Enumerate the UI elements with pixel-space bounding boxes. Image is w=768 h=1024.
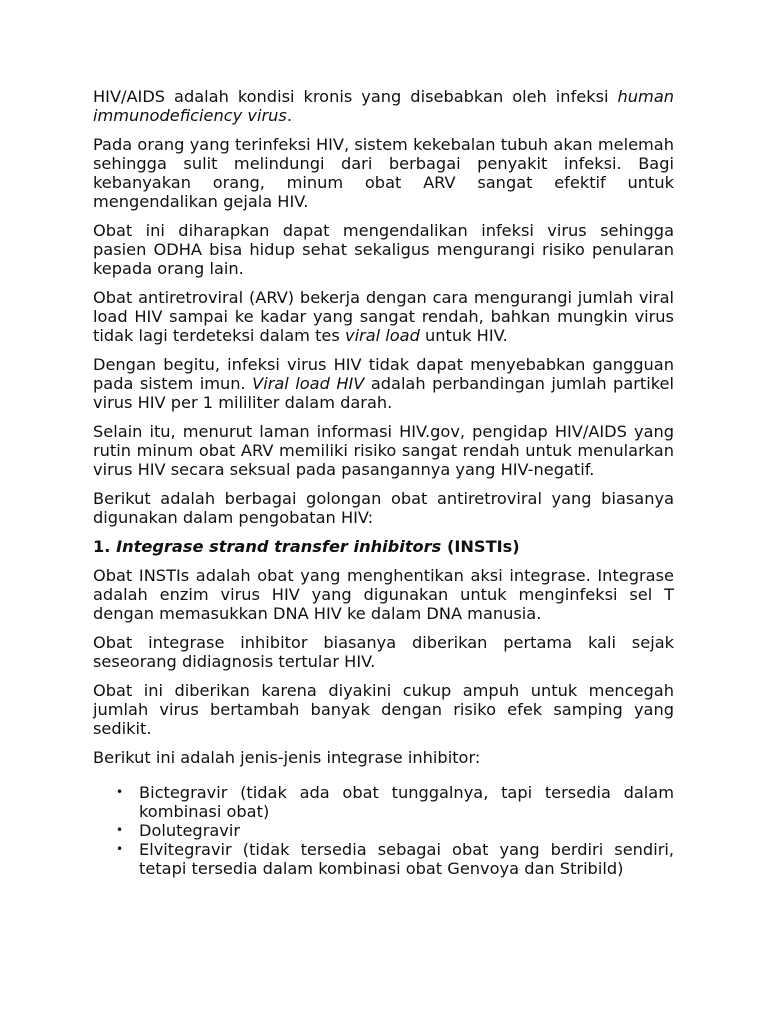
list-item bbox=[116, 783, 674, 821]
paragraph-integrase-first: Obat integrase inhibitor biasanya diberikan pertama kali sejak seseorang didiagnosis tertular HIV. bbox=[93, 633, 674, 671]
list-item bbox=[116, 821, 674, 840]
paragraph-odha: Obat ini diharapkan dapat mengendalikan infeksi virus sehingga pasien ODHA bisa hidup sehat sekaligus mengurangi risiko penularan kepada orang lain. bbox=[93, 221, 674, 278]
paragraph-intro bbox=[93, 87, 674, 125]
paragraph-effective: Obat ini diberikan karena diyakini cukup ampuh untuk mencegah jumlah virus bertambah banyak dengan risiko efek samping yang sedikit. bbox=[93, 681, 674, 738]
paragraph-viral-load bbox=[93, 355, 674, 412]
paragraph-classes-intro: Berikut adalah berbagai golongan obat antiretroviral yang biasanya digunakan dalam pengobatan HIV: bbox=[93, 489, 674, 527]
paragraph-text: Obat antiretroviral (ARV) bekerja dengan cara mengurangi jumlah viral load HIV sampai ke kadar yang sangat rendah, bahkan mungkin virus tidak lagi terdeteksi dalam tes bbox=[93, 288, 674, 345]
section-heading-instis bbox=[93, 537, 674, 556]
integrase-inhibitor-list bbox=[93, 783, 674, 878]
list-item-text: Bictegravir (tidak ada obat tunggalnya, tapi tersedia dalam kombinasi obat) bbox=[139, 783, 674, 821]
heading-number: 1. bbox=[93, 537, 117, 556]
paragraph-instis-definition: Obat INSTIs adalah obat yang menghentikan aksi integrase. Integrase adalah enzim virus HIV yang digunakan untuk menginfeksi sel T dengan memasukkan DNA HIV ke dalam DNA manusia. bbox=[93, 566, 674, 623]
paragraph-text: Dengan begitu, infeksi virus HIV tidak dapat menyebabkan gangguan pada sistem imun. bbox=[93, 355, 674, 393]
document-body bbox=[93, 87, 674, 878]
emphasis-text: viral load bbox=[344, 326, 420, 345]
paragraph-hiv-gov: Selain itu, menurut laman informasi HIV.gov, pengidap HIV/AIDS yang rutin minum obat ARV memiliki risiko sangat rendah untuk menularkan virus HIV secara seksual pada pasangannya yang HIV-negatif. bbox=[93, 422, 674, 479]
paragraph-text: untuk HIV. bbox=[419, 326, 508, 345]
list-item bbox=[116, 840, 674, 878]
bullet-icon: • bbox=[116, 842, 124, 856]
bullet-icon: • bbox=[116, 823, 124, 837]
emphasis-text: human immunodeficiency virus bbox=[93, 87, 674, 125]
paragraph-immune-system: Pada orang yang terinfeksi HIV, sistem kekebalan tubuh akan melemah sehingga sulit melindungi dari berbagai penyakit infeksi. Bagi kebanyakan orang, minum obat ARV sangat efektif untuk mengendalikan gejala HIV. bbox=[93, 135, 674, 211]
paragraph-list-intro: Berikut ini adalah jenis-jenis integrase inhibitor: bbox=[93, 748, 481, 767]
list-item-text: Dolutegravir bbox=[139, 821, 241, 840]
paragraph-arv bbox=[93, 288, 674, 345]
heading-italic: Integrase strand transfer inhibitors bbox=[116, 537, 442, 556]
paragraph-text: . bbox=[286, 106, 292, 125]
emphasis-text: Viral load HIV bbox=[252, 374, 365, 393]
paragraph-text: adalah perbandingan jumlah partikel virus HIV per 1 mililiter dalam darah. bbox=[93, 374, 674, 412]
heading-text: (INSTIs) bbox=[441, 537, 520, 556]
paragraph-text: HIV/AIDS adalah kondisi kronis yang disebabkan oleh infeksi bbox=[93, 87, 618, 106]
list-item-text: Elvitegravir (tidak tersedia sebagai obat yang berdiri sendiri, tetapi tersedia dalam kombinasi obat Genvoya dan Stribild) bbox=[139, 840, 674, 878]
bullet-icon: • bbox=[116, 785, 124, 799]
